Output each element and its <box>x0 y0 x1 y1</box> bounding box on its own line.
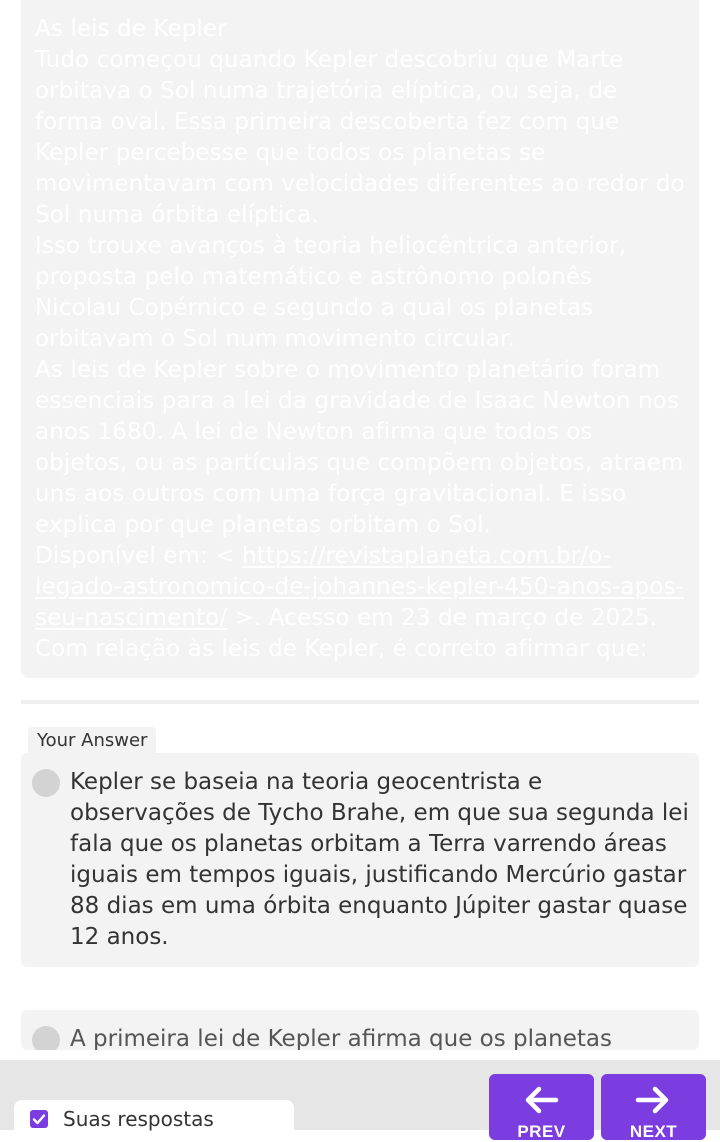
question-card <box>21 0 699 678</box>
checkbox-checked-icon[interactable] <box>30 1110 48 1128</box>
next-button[interactable] <box>601 1074 706 1140</box>
answer-option-text: Kepler se baseia na teoria geocentrista e observações de Tycho Brahe, em que sua segunda lei fala que os planetas orbitam a Terra varrendo áreas iguais em tempos iguais, justificando Mercúrio gastar 88 dias em uma órbita enquanto Júpiter gastar quase 12 anos. <box>70 769 689 950</box>
radio-button[interactable] <box>32 1026 60 1050</box>
next-label: NEXT <box>629 1122 678 1141</box>
radio-button[interactable] <box>32 769 60 797</box>
source-suffix: >. Acesso em 23 de março de 2025. <box>227 605 658 631</box>
bottom-bar <box>0 1060 720 1141</box>
question-paragraph-1: Tudo começou quando Kepler descobriu que Marte orbitava o Sol numa trajetória elíptica, ou seja, de forma oval. Essa primeira descoberta fez com que Kepler percebesse que todos os planetas se movimentavam com velocidades diferentes ao redor do Sol numa órbita elíptica. <box>35 47 685 228</box>
question-paragraph-2: Isso trouxe avanços à teoria heliocêntrica anterior, proposta pelo matemático e astrônomo polonês Nicolau Copérnico e segundo a qual os planetas orbitavam o Sol num movimento circular. <box>35 233 626 352</box>
question-paragraph-3: As leis de Kepler sobre o movimento planetário foram essenciais para a lei da gravidade de Isaac Newton nos anos 1680. A lei de Newton afirma que todos os objetos, ou as partículas que compõem objetos, atraem uns aos outros com uma força gravitacional. E isso explica por que planetas orbitam o Sol. <box>35 357 684 538</box>
answer-option-text: A primeira lei de Kepler afirma que os planetas <box>70 1026 612 1050</box>
arrow-right-icon <box>634 1084 672 1116</box>
divider <box>21 700 699 704</box>
your-answers-toggle[interactable] <box>14 1100 294 1140</box>
prev-button[interactable] <box>489 1074 594 1140</box>
your-answer-label: Your Answer <box>28 727 156 755</box>
your-answers-label: Suas respostas <box>63 1107 214 1131</box>
answer-option[interactable] <box>21 753 699 967</box>
arrow-left-icon <box>522 1084 560 1116</box>
question-prompt: Com relação às leis de Kepler, é correto afirmar que: <box>35 636 648 662</box>
prev-label: PREV <box>517 1122 566 1141</box>
question-title: As leis de Kepler <box>35 16 227 42</box>
source-link[interactable]: https://revistaplaneta.com.br/o-legado-astronomico-de-johannes-kepler-450-anos-apos-seu-nascimento/ <box>35 543 684 631</box>
source-prefix: Disponível em: < <box>35 543 243 569</box>
answer-option[interactable] <box>21 1010 699 1050</box>
question-source <box>35 541 685 634</box>
